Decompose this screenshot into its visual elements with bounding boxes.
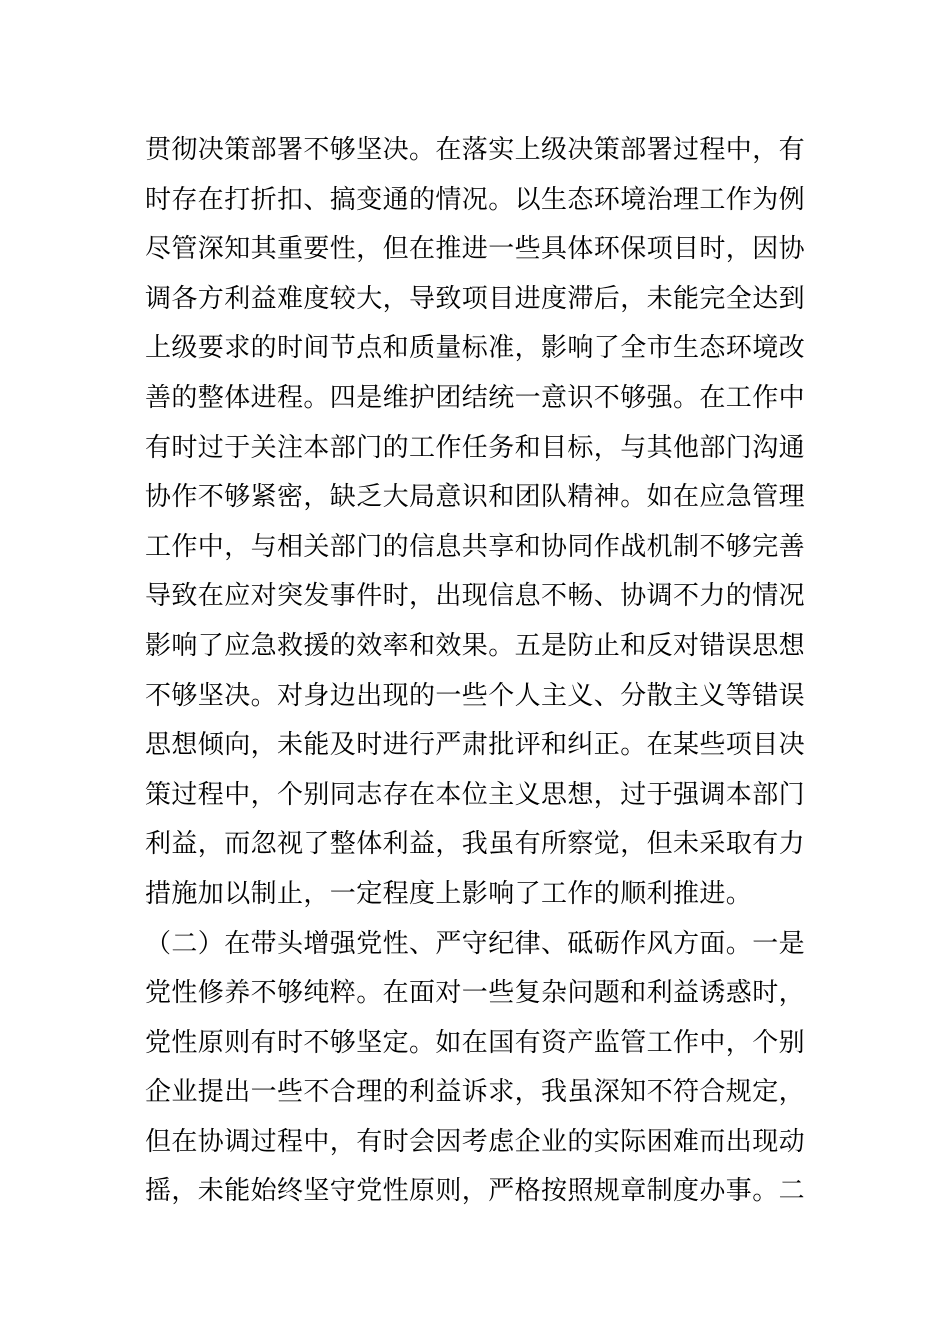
text-line: 影响了应急救援的效率和效果。五是防止和反对错误思想 bbox=[145, 630, 806, 661]
text-line: 尽管深知其重要性，但在推进一些具体环保项目时，因协 bbox=[145, 234, 806, 265]
text-line: 措施加以制止，一定程度上影响了工作的顺利推进。 bbox=[145, 878, 753, 909]
text-line: 党性原则有时不够坚定。如在国有资产监管工作中，个别 bbox=[145, 1027, 806, 1058]
text-line: 摇，未能始终坚守党性原则，严格按照规章制度办事。二 bbox=[145, 1176, 806, 1207]
document-body bbox=[145, 126, 815, 1217]
text-line: 调各方利益难度较大，导致项目进度滞后，未能完全达到 bbox=[145, 283, 806, 314]
text-line: 企业提出一些不合理的利益诉求，我虽深知不符合规定， bbox=[145, 1077, 806, 1108]
text-line: 善的整体进程。四是维护团结统一意识不够强。在工作中 bbox=[145, 382, 806, 413]
text-line: 党性修养不够纯粹。在面对一些复杂问题和利益诱惑时， bbox=[145, 978, 806, 1009]
text-line: 时存在打折扣、搞变通的情况。以生态环境治理工作为例 bbox=[145, 184, 806, 215]
text-line: 思想倾向，未能及时进行严肃批评和纠正。在某些项目决 bbox=[145, 730, 806, 761]
text-line: 但在协调过程中，有时会因考虑企业的实际困难而出现动 bbox=[145, 1126, 806, 1157]
text-line: 策过程中，个别同志存在本位主义思想，过于强调本部门 bbox=[145, 779, 806, 810]
text-line: 导致在应对突发事件时，出现信息不畅、协调不力的情况 bbox=[145, 581, 806, 612]
section-heading-line: （二）在带头增强党性、严守纪律、砥砺作风方面。一是 bbox=[145, 928, 806, 959]
text-line: 协作不够紧密，缺乏大局意识和团队精神。如在应急管理 bbox=[145, 482, 806, 513]
text-line: 工作中，与相关部门的信息共享和协同作战机制不够完善 bbox=[145, 531, 806, 562]
text-line: 有时过于关注本部门的工作任务和目标，与其他部门沟通 bbox=[145, 432, 806, 463]
text-line: 贯彻决策部署不够坚决。在落实上级决策部署过程中，有 bbox=[145, 135, 806, 165]
text-line: 上级要求的时间节点和质量标准，影响了全市生态环境改 bbox=[145, 333, 806, 364]
text-line: 不够坚决。对身边出现的一些个人主义、分散主义等错误 bbox=[145, 680, 806, 711]
text-line: 利益，而忽视了整体利益，我虽有所察觉，但未采取有力 bbox=[145, 829, 806, 860]
